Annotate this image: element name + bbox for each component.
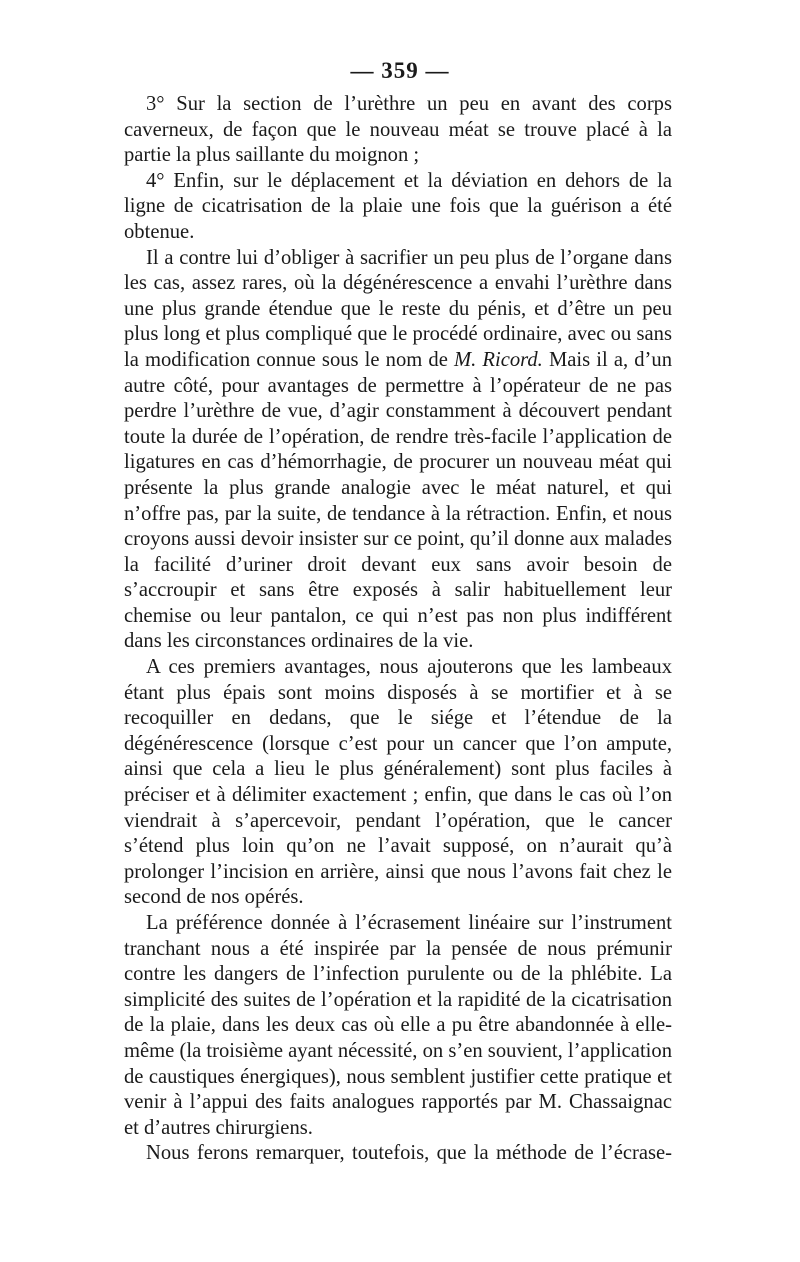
paragraph-section-urethre: 3° Sur la section de l’urèthre un peu en avant des corps caverneux, de façon que le nouveau méat se trouve placé à la partie la plus saillante du moignon ; — [124, 93, 672, 167]
body-text — [124, 92, 672, 1167]
author-name-emphasis: M. Ricord. — [453, 348, 543, 371]
paragraph-ecrasement-lineaire: La préférence donnée à l’écrasement linéaire sur l’instrument tranchant nous a été inspirée par la pensée de nous prémunir contre les dangers de l’infection purulente ou de la phlébite. La simplicité des suites de l’opération et la rapidité de la cicatrisation de la plaie, dans les deux cas où elle a pu être abandonnée à elle-même (la troisième ayant nécessité, on s’en souvient, l’application de caustiques énergiques), nous semblent justifier cette pratique et venir à l’appui des faits analogues rapportés par M. Chassaignac et d’autres chirurgiens. — [124, 912, 672, 1139]
paragraph-remarque: Nous ferons remarquer, toutefois, que la méthode de l’écrase- — [146, 1142, 672, 1165]
paragraph-lambeaux: A ces premiers avantages, nous ajouterons que les lambeaux étant plus épais sont moins disposés à se mortifier et à se recoquiller en dedans, que le siége et l’étendue de la dégénérescence (lorsque c’est pour un cancer que l’on ampute, ainsi que cela a lieu le plus généralement) sont plus faciles à préciser et à délimiter exactement ; enfin, que dans le cas où l’on viendrait à s’apercevoir, pendant l’opération, que le cancer s’étend plus loin qu’on ne l’avait supposé, on n’aurait qu’à prolonger l’incision en arrière, ainsi que nous l’avons fait chez le second de nos opérés. — [124, 656, 672, 909]
page-number: — 359 — — [350, 58, 450, 83]
paragraph-avantages-procede — [124, 246, 672, 656]
paragraph-text-after: Mais il a, d’un autre côté, pour avantages de permettre à l’opérateur de ne pas perdre l’urèthre de vue, d’agir constamment à découvert pendant toute la durée de l’opération, de rendre très-facile l’application de ligatures en cas d’hémorrhagie, de procurer un nouveau méat qui présente la plus grande analogie avec le méat naturel, et qui n’offre pas, par la suite, de tendance à la rétraction. Enfin, et nous croyons aussi devoir insister sur ce point, qu’il donne aux malades la facilité d’uriner droit devant eux sans avoir besoin de s’accroupir et sans être exposés à salir habituellement leur chemise ou leur pantalon, ce qui n’est pas non plus indifférent dans les circonstances ordinaires de la vie. — [124, 348, 673, 653]
paragraph-text-before: Il a contre lui d’obliger à sacrifier un peu plus de l’organe dans les cas, assez rares, où la dégénérescence a envahi l’urèthre dans une plus grande étendue que le reste du pénis, et d’être un peu plus long et plus compliqué que le procédé ordinaire, avec ou sans la modification connue sous le nom de — [124, 246, 672, 371]
paragraph-deplacement: 4° Enfin, sur le déplacement et la déviation en dehors de la ligne de cicatrisation de la plaie une fois que la guérison a été obtenue. — [124, 169, 672, 243]
